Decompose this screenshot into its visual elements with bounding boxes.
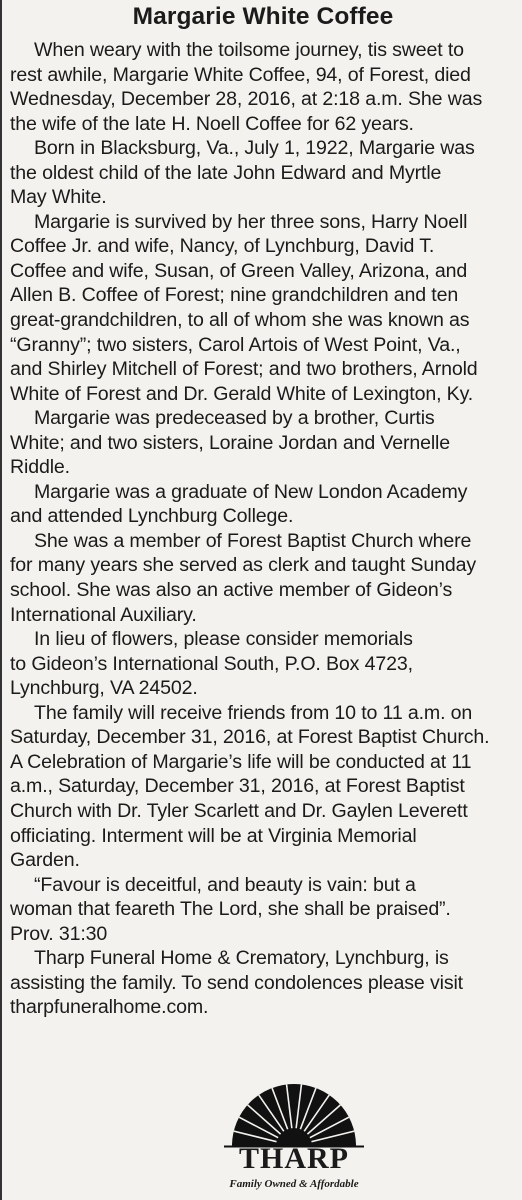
text-line: “Granny”; two sisters, Carol Artois of West Point, Va., xyxy=(10,333,461,356)
text-line: Margarie was a graduate of New London Academy xyxy=(34,480,468,503)
text-line: officiating. Interment will be at Virginia Memorial xyxy=(10,824,417,847)
text-line: Coffee Jr. and wife, Nancy, of Lynchburg, David T. xyxy=(10,235,435,258)
text-line: and attended Lynchburg College. xyxy=(10,505,294,528)
text-line: Church with Dr. Tyler Scarlett and Dr. Gaylen Leverett xyxy=(10,799,468,822)
text-line: Prov. 31:30 xyxy=(10,922,108,945)
text-line: The family will receive friends from 10 to 11 a.m. on xyxy=(34,701,473,724)
text-line: Riddle. xyxy=(10,456,70,479)
text-line: and Shirley Mitchell of Forest; and two brothers, Arnold xyxy=(10,358,478,381)
text-line: Wednesday, December 28, 2016, at 2:18 a.m. She was xyxy=(10,88,483,111)
text-line: Lynchburg, VA 24502. xyxy=(10,677,198,700)
text-line: Margarie was predeceased by a brother, Curtis xyxy=(34,407,435,430)
text-line: great-grandchildren, to all of whom she was known as xyxy=(10,309,470,332)
text-line: “Favour is deceitful, and beauty is vain: but a xyxy=(34,873,416,896)
text-line: Coffee and wife, Susan, of Green Valley, Arizona, and xyxy=(10,259,468,282)
text-line: Garden. xyxy=(10,849,80,872)
text-line: When weary with the toilsome journey, tis sweet to xyxy=(34,39,464,61)
text-line: a.m., Saturday, December 31, 2016, at Forest Baptist xyxy=(10,775,465,798)
text-line: Tharp Funeral Home & Crematory, Lynchburg, is xyxy=(34,947,449,970)
text-line: woman that feareth The Lord, she shall be praised”. xyxy=(10,898,451,921)
text-line: May White. xyxy=(10,186,107,209)
tharp-logo xyxy=(214,1068,374,1196)
text-line: assisting the family. To send condolences please visit xyxy=(10,971,463,994)
text-line: Margarie is survived by her three sons, Harry Noell xyxy=(34,210,468,233)
text-line: rest awhile, Margarie White Coffee, 94, of Forest, died xyxy=(10,63,471,86)
text-line: White of Forest and Dr. Gerald White of Lexington, Ky. xyxy=(10,382,474,405)
text-line: the wife of the late H. Noell Coffee for 62 years. xyxy=(10,112,414,135)
text-line: International Auxiliary. xyxy=(10,603,197,626)
logo-name: THARP xyxy=(239,1142,349,1175)
text-line: school. She was also an active member of Gideon’s xyxy=(10,579,453,602)
text-line: Born in Blacksburg, Va., July 1, 1922, Margarie was xyxy=(34,137,475,160)
text-line: the oldest child of the late John Edward and Myrtle xyxy=(10,161,442,184)
text-line: Saturday, December 31, 2016, at Forest Baptist Church. xyxy=(10,726,490,749)
text-line: A Celebration of Margarie’s life will be conducted at 11 xyxy=(10,750,472,773)
text-line: Allen B. Coffee of Forest; nine grandchildren and ten xyxy=(10,284,459,307)
text-line: White; and two sisters, Loraine Jordan and Vernelle xyxy=(10,431,450,454)
obituary-title: Margarie White Coffee xyxy=(132,3,394,30)
text-line: to Gideon’s International South, P.O. Box 4723, xyxy=(10,652,413,675)
logo-tagline: Family Owned & Affordable xyxy=(229,1178,359,1190)
text-line: tharpfuneralhome.com. xyxy=(10,996,209,1019)
text-line: In lieu of flowers, please consider memorials xyxy=(34,628,413,651)
obituary-body xyxy=(10,38,522,1020)
tharp-sunburst-logo-icon xyxy=(214,1068,374,1148)
text-line: She was a member of Forest Baptist Church where xyxy=(34,529,472,552)
text-line: for many years she served as clerk and taught Sunday xyxy=(10,554,476,577)
